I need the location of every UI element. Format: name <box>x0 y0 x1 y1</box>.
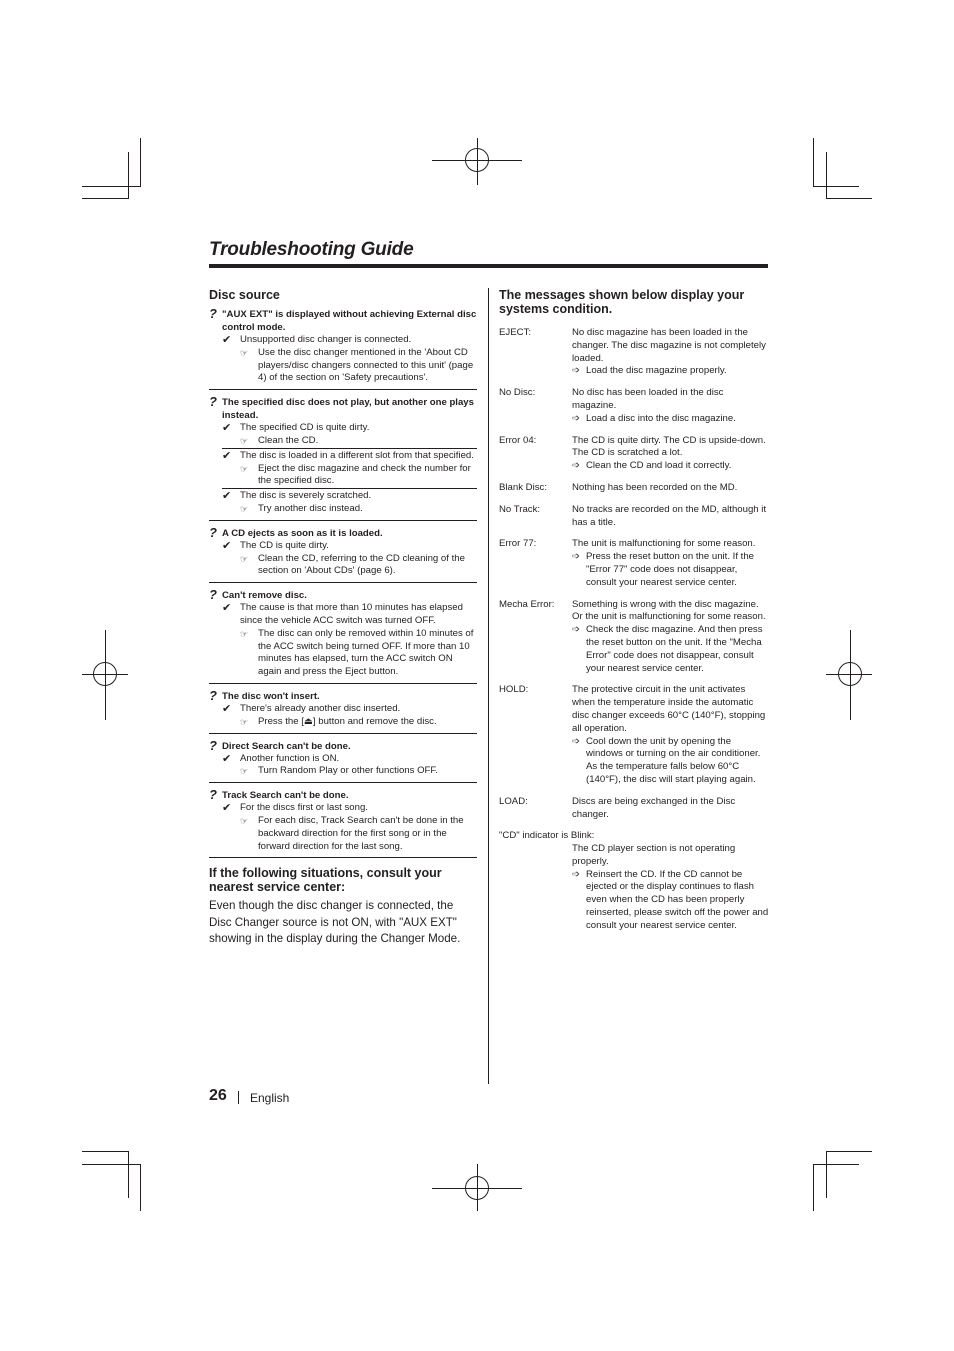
message-remedy: Check the disc magazine. And then press the reset button on the unit. If the "Mecha Error" code does not disappear, consult your nearest service center. <box>586 624 763 674</box>
problem-item <box>209 589 477 684</box>
pointing-hand-icon: ☞ <box>240 766 249 777</box>
column-divider <box>488 288 489 1084</box>
problem-remedy: Press the [⏏] button and remove the disc. <box>258 715 437 727</box>
problem-cause: The disc is severely scratched. <box>240 490 372 502</box>
problem-question: Direct Search can't be done. <box>222 740 351 752</box>
message-item <box>499 599 769 676</box>
question-mark-icon: ? <box>209 787 217 803</box>
message-remedy: Clean the CD and load it correctly. <box>586 460 732 472</box>
message-desc: No disc magazine has been loaded in the changer. The disc magazine is not completely loaded. <box>572 327 766 364</box>
message-desc: No tracks are recorded on the MD, although it has a title. <box>572 503 767 528</box>
problem-remedy: Clean the CD, referring to the CD cleaning of the section on 'About CDs' (page 6). <box>258 552 465 577</box>
check-icon: ✔ <box>222 422 232 435</box>
problem-cause: The specified CD is quite dirty. <box>240 422 370 434</box>
check-icon: ✔ <box>222 702 232 715</box>
consult-heading: If the following situations, consult your nearest service center: <box>209 866 442 895</box>
message-desc: The CD is quite dirty. The CD is upside-down. The CD is scratched a lot. <box>572 434 766 459</box>
message-item <box>499 327 769 378</box>
check-icon: ✔ <box>222 539 232 552</box>
problem-remedy: Use the disc changer mentioned in the 'About CD players/disc changers connected to this unit' (page 4) of the section on 'Safety precautions'. <box>258 346 474 384</box>
problem-item <box>209 789 477 858</box>
footer-separator <box>238 1091 239 1104</box>
message-desc: The CD player section is not operating properly. <box>572 843 736 867</box>
arrow-icon: ➩ <box>572 868 581 880</box>
arrow-icon: ➩ <box>572 735 581 747</box>
message-item <box>499 684 769 786</box>
pointing-hand-icon: ☞ <box>240 463 249 474</box>
pointing-hand-icon: ☞ <box>240 815 249 826</box>
language-label: English <box>250 1091 290 1105</box>
problem-question: Can't remove disc. <box>222 590 307 602</box>
problem-question: The disc won't insert. <box>222 690 320 702</box>
check-icon: ✔ <box>222 334 232 346</box>
message-desc: No disc has been loaded in the disc magazine. <box>572 387 724 411</box>
problem-cause: Unsupported disc changer is connected. <box>240 334 412 345</box>
message-key: Error 04: <box>499 434 537 446</box>
problem-item <box>209 308 477 390</box>
question-mark-icon: ? <box>209 737 217 753</box>
message-key: Mecha Error: <box>499 598 555 610</box>
question-mark-icon: ? <box>209 394 217 410</box>
message-key: HOLD: <box>499 684 529 696</box>
consult-text: Even though the disc changer is connected, the Disc Changer source is not ON, with "AUX EXT" showing in the display during the Changer Mode. <box>209 899 461 945</box>
check-icon: ✔ <box>222 752 232 765</box>
problem-cause: For the discs first or last song. <box>240 802 368 814</box>
message-key: LOAD: <box>499 795 528 807</box>
disc-source-heading: Disc source <box>209 288 280 302</box>
message-key: EJECT: <box>499 327 531 338</box>
message-item <box>499 796 769 822</box>
problem-item <box>209 687 477 734</box>
problem-remedy: Eject the disc magazine and check the number for the specified disc. <box>258 462 471 487</box>
check-icon: ✔ <box>222 602 232 615</box>
pointing-hand-icon: ☞ <box>240 347 249 358</box>
message-remedy: Reinsert the CD. If the CD cannot be ejected or the display continues to flash even when the CD has been properly reinserted, please switch off the power and consult your nearest service center. <box>586 868 769 931</box>
arrow-icon: ➩ <box>572 365 581 377</box>
message-remedy: Load the disc magazine properly. <box>586 365 727 377</box>
problem-item <box>209 737 477 784</box>
message-desc: Nothing has been recorded on the MD. <box>572 481 738 493</box>
arrow-icon: ➩ <box>572 412 581 424</box>
problem-cause: The disc is loaded in a different slot from that specified. <box>240 449 474 461</box>
messages-column <box>499 288 769 942</box>
message-item <box>499 482 769 495</box>
problem-remedy: Turn Random Play or other functions OFF. <box>258 765 438 777</box>
message-key: "CD" indicator is Blink: <box>499 830 595 842</box>
arrow-icon: ➩ <box>572 460 581 472</box>
question-mark-icon: ? <box>209 306 217 321</box>
problem-remedy: Clean the CD. <box>258 434 319 446</box>
message-key: Error 77: <box>499 538 537 550</box>
message-item <box>499 538 769 589</box>
message-remedy: Press the reset button on the unit. If the "Error 77" code does not disappear, consult your nearest service center. <box>586 551 754 588</box>
problem-remedy: The disc can only be removed within 10 minutes of the ACC switch being turned OFF. If more than 10 minutes has elapsed, turn the ACC switch ON again and press the Eject button. <box>258 627 474 678</box>
question-mark-icon: ? <box>209 687 217 703</box>
message-remedy: Cool down the unit by opening the windows or turning on the air conditioner. As the temperature falls below 60°C (140°F), the disc will start playing again. <box>586 735 761 785</box>
check-icon: ✔ <box>222 449 232 462</box>
page-number: 26 <box>209 1087 227 1104</box>
pointing-hand-icon: ☞ <box>240 716 249 727</box>
message-desc: The unit is malfunctioning for some reason. <box>572 538 756 550</box>
disc-source-column <box>209 288 477 947</box>
message-desc: Discs are being exchanged in the Disc changer. <box>572 795 736 820</box>
message-item <box>499 435 769 473</box>
message-key: Blank Disc: <box>499 481 547 493</box>
arrow-icon: ➩ <box>572 551 581 563</box>
problem-question: Track Search can't be done. <box>222 790 349 802</box>
message-item <box>499 504 769 530</box>
check-icon: ✔ <box>222 802 232 815</box>
problem-question: "AUX EXT" is displayed without achieving External disc control mode. <box>222 309 477 333</box>
problem-question: The specified disc does not play, but another one plays instead. <box>222 397 474 422</box>
message-item <box>499 830 769 932</box>
messages-heading: The messages shown below display your systems condition. <box>499 288 745 316</box>
problem-remedy: Try another disc instead. <box>258 502 363 514</box>
problem-remedy: For each disc, Track Search can't be done in the backward direction for the first song or in the forward direction for the last song. <box>258 814 464 852</box>
pointing-hand-icon: ☞ <box>240 553 249 564</box>
question-mark-icon: ? <box>209 587 217 603</box>
question-mark-icon: ? <box>209 524 217 540</box>
page-title: Troubleshooting Guide <box>209 239 414 260</box>
message-item <box>499 387 769 425</box>
message-key: No Disc: <box>499 387 536 399</box>
problem-item <box>209 396 477 521</box>
problem-cause: The cause is that more than 10 minutes has elapsed since the vehicle ACC switch was turned OFF. <box>240 602 463 626</box>
message-remedy: Load a disc into the disc magazine. <box>586 412 736 424</box>
problem-item <box>209 524 477 583</box>
message-desc: Something is wrong with the disc magazine. Or the unit is malfunctioning for some reason. <box>572 598 766 623</box>
pointing-hand-icon: ☞ <box>240 628 249 639</box>
problem-cause: Another function is ON. <box>240 752 340 764</box>
message-key: No Track: <box>499 503 541 515</box>
problem-cause: There's already another disc inserted. <box>240 702 401 714</box>
pointing-hand-icon: ☞ <box>240 435 249 446</box>
problem-question: A CD ejects as soon as it is loaded. <box>222 527 383 539</box>
message-desc: The protective circuit in the unit activates when the temperature inside the automatic disc changer exceeds 60°C (140°F), stopping all operation. <box>572 684 766 734</box>
check-icon: ✔ <box>222 490 232 503</box>
arrow-icon: ➩ <box>572 624 581 636</box>
problem-cause: The CD is quite dirty. <box>240 539 329 551</box>
title-rule <box>209 264 768 268</box>
pointing-hand-icon: ☞ <box>240 503 249 514</box>
